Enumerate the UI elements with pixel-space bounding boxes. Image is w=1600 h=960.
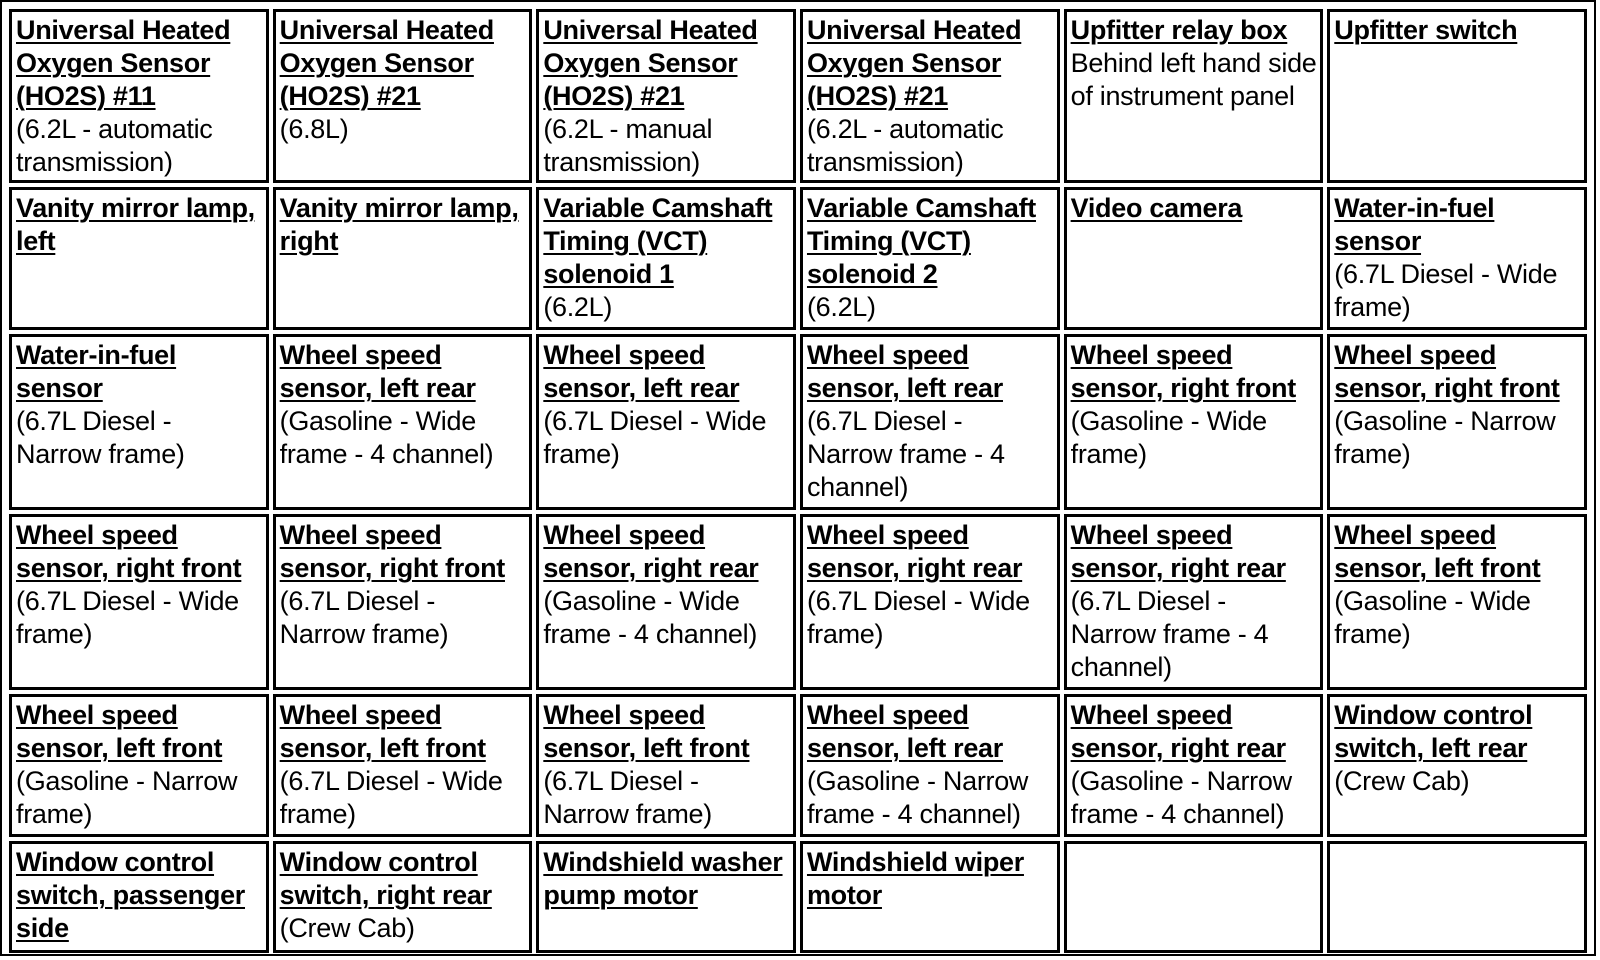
table-cell: [536, 334, 796, 510]
component-link[interactable]: Universal Heated Oxygen Sensor (HO2S) #21: [543, 15, 758, 111]
table-cell: [9, 514, 269, 690]
component-link[interactable]: Water-in-fuel sensor: [1334, 193, 1495, 256]
table-cell: [536, 187, 796, 330]
table-cell: [800, 187, 1060, 330]
table-cell: [9, 9, 269, 183]
component-link[interactable]: Windshield washer pump motor: [543, 847, 783, 910]
component-link[interactable]: Wheel speed sensor, right rear: [1070, 520, 1286, 583]
table-cell: [1064, 694, 1324, 837]
table-cell: [800, 841, 1060, 953]
component-note: (6.2L - automatic transmission): [16, 114, 213, 177]
component-link[interactable]: Wheel speed sensor, right rear: [543, 520, 759, 583]
component-note: (6.7L Diesel - Wide frame): [1334, 259, 1558, 322]
component-note: (6.2L): [806, 292, 876, 322]
component-link[interactable]: Window control switch, passenger side: [16, 847, 245, 943]
table-cell: [800, 694, 1060, 837]
table-cell: [800, 514, 1060, 690]
empty-cell: [1064, 841, 1324, 953]
component-link[interactable]: Water-in-fuel sensor: [16, 340, 177, 403]
table-cell: [273, 9, 533, 183]
component-note: (Gasoline - Narrow frame - 4 channel): [1070, 766, 1292, 829]
component-note: (6.7L Diesel - Wide frame): [16, 586, 239, 649]
component-note: (6.2L - automatic transmission): [806, 114, 1004, 177]
component-note: (Gasoline - Wide frame): [1070, 406, 1267, 469]
component-link[interactable]: Vanity mirror lamp, right: [279, 193, 519, 256]
empty-cell: [1327, 841, 1587, 953]
component-link[interactable]: Wheel speed sensor, left front: [16, 700, 223, 763]
component-link[interactable]: Wheel speed sensor, right front: [1334, 340, 1560, 403]
component-note: (Gasoline - Wide frame): [1334, 586, 1531, 649]
component-note: (Gasoline - Narrow frame - 4 channel): [806, 766, 1029, 829]
table-cell: [536, 841, 796, 953]
table-row: [9, 9, 1587, 183]
component-link[interactable]: Variable Camshaft Timing (VCT) solenoid 1: [543, 193, 773, 289]
component-link[interactable]: Wheel speed sensor, left front: [543, 700, 750, 763]
component-link[interactable]: Upfitter relay box: [1070, 15, 1288, 45]
table-cell: [9, 841, 269, 953]
table-cell: [9, 334, 269, 510]
component-link[interactable]: Wheel speed sensor, left rear: [806, 340, 1003, 403]
component-link[interactable]: Wheel speed sensor, right front: [279, 520, 505, 583]
component-note: (6.7L Diesel - Narrow frame): [279, 586, 449, 649]
component-note: (Crew Cab): [1334, 766, 1470, 796]
component-note: Behind left hand side of instrument panel: [1070, 48, 1317, 111]
table-row: [9, 514, 1587, 690]
component-note: (6.7L Diesel - Wide frame): [543, 406, 767, 469]
table-cell: [1064, 334, 1324, 510]
component-note: (6.8L): [279, 114, 349, 144]
component-link[interactable]: Variable Camshaft Timing (VCT) solenoid 2: [806, 193, 1036, 289]
component-link[interactable]: Wheel speed sensor, left rear: [279, 340, 476, 403]
component-link[interactable]: Wheel speed sensor, right front: [1070, 340, 1296, 403]
component-link[interactable]: Universal Heated Oxygen Sensor (HO2S) #11: [16, 15, 231, 111]
table-cell: [1327, 9, 1587, 183]
component-note: (Gasoline - Wide frame - 4 channel): [279, 406, 494, 469]
table-cell: [1327, 187, 1587, 330]
component-note: (6.7L Diesel - Narrow frame): [16, 406, 185, 469]
table-row: [9, 841, 1587, 953]
table-cell: [9, 187, 269, 330]
table-cell: [273, 187, 533, 330]
component-link[interactable]: Wheel speed sensor, right rear: [806, 520, 1023, 583]
table-cell: [536, 694, 796, 837]
component-note: (Crew Cab): [279, 913, 415, 943]
component-link[interactable]: Wheel speed sensor, right front: [16, 520, 242, 583]
component-link[interactable]: Upfitter switch: [1334, 15, 1518, 45]
table-cell: [273, 694, 533, 837]
component-link[interactable]: Window control switch, left rear: [1334, 700, 1533, 763]
component-link[interactable]: Universal Heated Oxygen Sensor (HO2S) #21: [279, 15, 494, 111]
component-link[interactable]: Wheel speed sensor, left front: [1334, 520, 1541, 583]
component-note: (6.7L Diesel - Narrow frame - 4 channel): [1070, 586, 1269, 682]
table-cell: [273, 514, 533, 690]
table-cell: [273, 841, 533, 953]
table-cell: [9, 694, 269, 837]
table-cell: [1064, 514, 1324, 690]
component-location-table: [5, 5, 1591, 957]
component-link[interactable]: Wheel speed sensor, left front: [279, 700, 486, 763]
component-note: (6.7L Diesel - Narrow frame): [543, 766, 712, 829]
component-note: (Gasoline - Wide frame - 4 channel): [543, 586, 758, 649]
component-link[interactable]: Wheel speed sensor, left rear: [543, 340, 740, 403]
component-link[interactable]: Universal Heated Oxygen Sensor (HO2S) #21: [806, 15, 1022, 111]
component-link[interactable]: Wheel speed sensor, right rear: [1070, 700, 1286, 763]
component-link[interactable]: Vanity mirror lamp, left: [16, 193, 255, 256]
component-note: (Gasoline - Narrow frame): [1334, 406, 1556, 469]
component-note: (6.7L Diesel - Narrow frame - 4 channel): [806, 406, 1005, 502]
component-note: (6.7L Diesel - Wide frame): [806, 586, 1030, 649]
component-note: (Gasoline - Narrow frame): [16, 766, 238, 829]
table-row: [9, 187, 1587, 330]
table-cell: [273, 334, 533, 510]
component-note: (6.2L - manual transmission): [543, 114, 713, 177]
component-note: (6.7L Diesel - Wide frame): [279, 766, 503, 829]
component-link[interactable]: Window control switch, right rear: [279, 847, 492, 910]
table-cell: [1064, 187, 1324, 330]
component-note: (6.2L): [543, 292, 613, 322]
table-cell: [800, 9, 1060, 183]
table-row: [9, 694, 1587, 837]
table-row: [9, 334, 1587, 510]
component-link[interactable]: Wheel speed sensor, left rear: [806, 700, 1003, 763]
table-cell: [536, 514, 796, 690]
component-link[interactable]: Windshield wiper motor: [806, 847, 1024, 910]
table-cell: [1064, 9, 1324, 183]
component-link[interactable]: Video camera: [1070, 193, 1243, 223]
table-cell: [1327, 694, 1587, 837]
table-cell: [1327, 334, 1587, 510]
table-cell: [536, 9, 796, 183]
table-cell: [800, 334, 1060, 510]
table-cell: [1327, 514, 1587, 690]
